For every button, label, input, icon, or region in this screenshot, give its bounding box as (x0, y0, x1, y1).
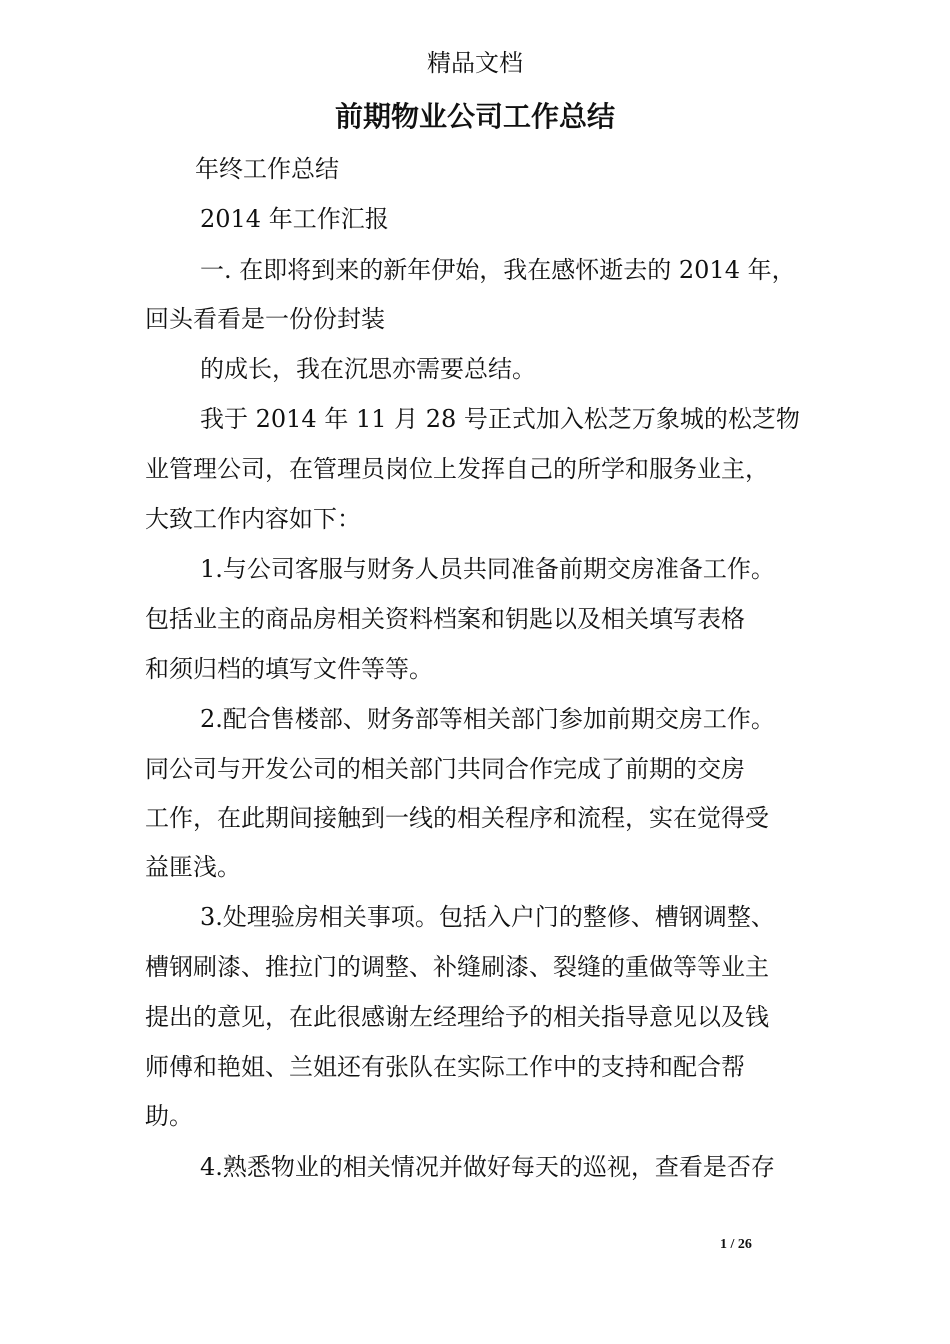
text-line: 助。 (145, 1102, 193, 1130)
text-line: 年终工作总结 (195, 155, 339, 183)
text-line: 我于 2014 年 11 月 28 号正式加入松芝万象城的松芝物 (200, 405, 800, 433)
document-title: 前期物业公司工作总结 (334, 100, 615, 133)
page-number: 1 / 26 (720, 1237, 752, 1252)
text-line: 回头看看是一份份封装 (145, 305, 385, 333)
text-line: 提出的意见，在此很感谢左经理给予的相关指导意见以及钱 (145, 1003, 769, 1031)
text-line: 的成长，我在沉思亦需要总结。 (200, 355, 536, 383)
text-line: 3.处理验房相关事项。包括入户门的整修、槽钢调整、 (200, 903, 775, 931)
text-line: 同公司与开发公司的相关部门共同合作完成了前期的交房 (145, 755, 745, 783)
text-line: 2.配合售楼部、财务部等相关部门参加前期交房工作。 (200, 705, 775, 733)
text-line: 和须归档的填写文件等等。 (145, 655, 433, 683)
text-line: 业管理公司，在管理员岗位上发挥自己的所学和服务业主， (145, 455, 769, 483)
text-line: 2014 年工作汇报 (200, 205, 389, 233)
text-line: 益匪浅。 (145, 853, 241, 881)
text-line: 大致工作内容如下： (145, 505, 361, 533)
text-line: 1.与公司客服与财务人员共同准备前期交房准备工作。 (200, 555, 775, 583)
text-line: 槽钢刷漆、推拉门的调整、补缝刷漆、裂缝的重做等等业主 (145, 953, 769, 981)
text-line: 师傅和艳姐、兰姐还有张队在实际工作中的支持和配合帮 (145, 1053, 745, 1081)
text-line: 4.熟悉物业的相关情况并做好每天的巡视，查看是否存 (200, 1153, 775, 1181)
text-line: 包括业主的商品房相关资料档案和钥匙以及相关填写表格 (145, 605, 745, 633)
text-line: 工作，在此期间接触到一线的相关程序和流程，实在觉得受 (145, 804, 769, 832)
text-line: 一. 在即将到来的新年伊始，我在感怀逝去的 2014 年， (200, 256, 796, 284)
page-header: 精品文档 (427, 49, 523, 77)
